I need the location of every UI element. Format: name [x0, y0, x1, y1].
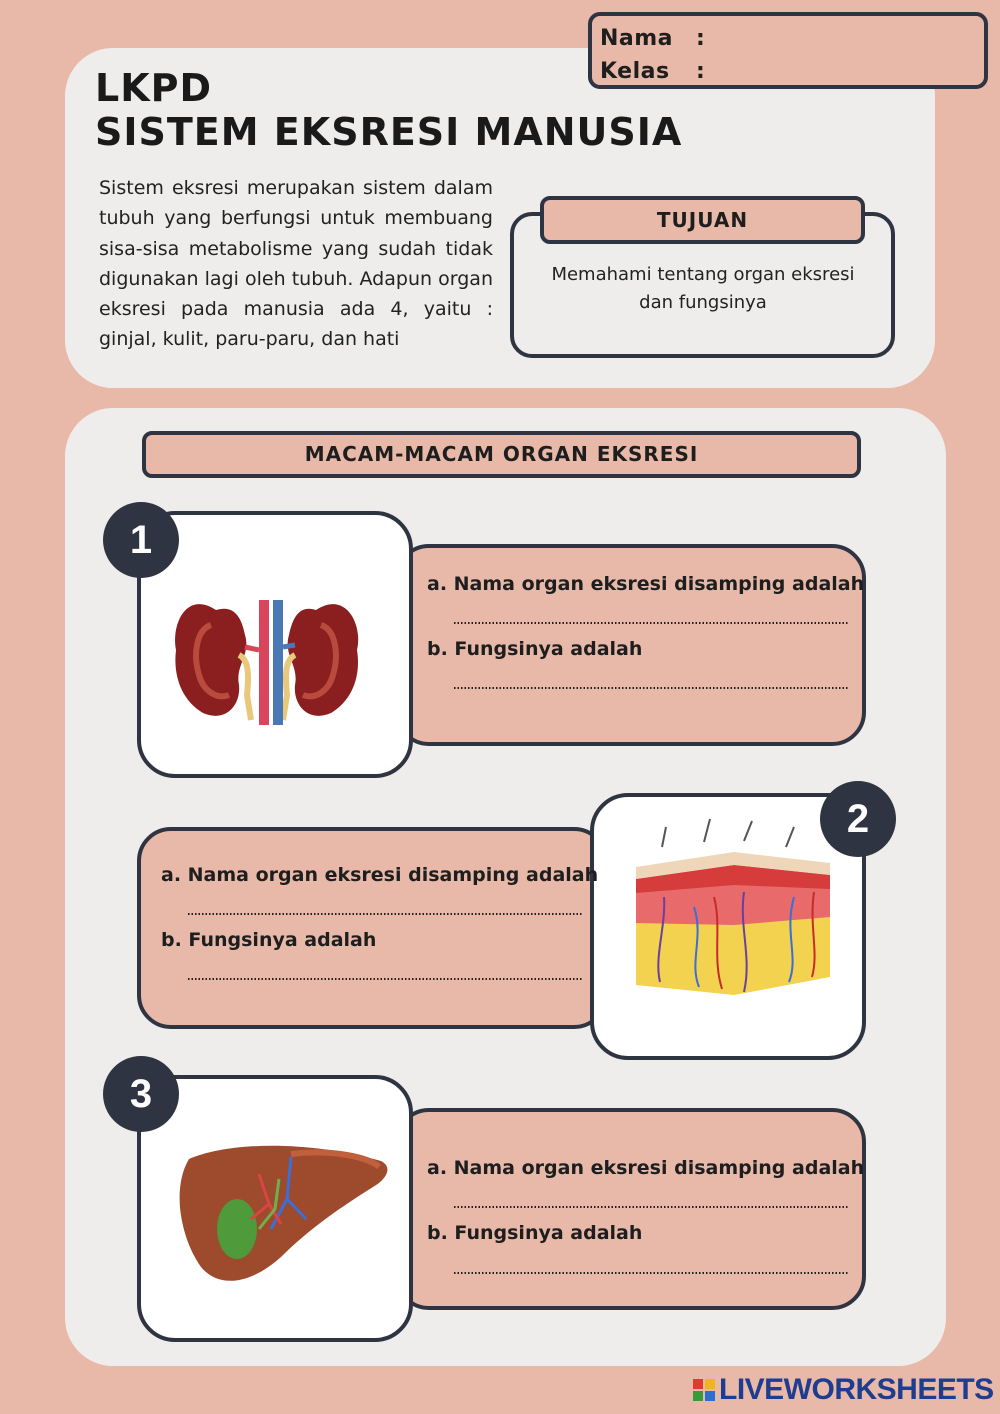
question-panel-3 — [395, 1108, 866, 1310]
organ-image-box-3 — [137, 1075, 413, 1342]
question-b-1: b. Fungsinya adalah — [427, 638, 643, 660]
kidney-icon — [141, 515, 409, 774]
question-a-1: a. Nama organ eksresi disamping adalah — [427, 573, 865, 595]
question-b-2: b. Fungsinya adalah — [161, 929, 377, 951]
title-line-1: LKPD — [95, 66, 213, 110]
question-a-2: a. Nama organ eksresi disamping adalah — [161, 864, 599, 886]
logo-square-l — [693, 1379, 703, 1389]
name-label: Nama — [600, 26, 674, 51]
answer-line-a-2[interactable] — [187, 913, 582, 915]
answer-line-a-1[interactable] — [453, 622, 848, 624]
goal-text: Memahami tentang organ eksresi dan fungsinya — [551, 264, 855, 313]
answer-line-b-3[interactable] — [453, 1272, 848, 1274]
goal-label: TUJUAN — [540, 196, 865, 244]
answer-line-b-2[interactable] — [187, 978, 582, 980]
worksheet-title — [95, 66, 682, 154]
brand-name: LIVEWORKSHEETS — [719, 1373, 994, 1406]
liver-icon — [141, 1079, 409, 1338]
logo-square-e — [705, 1391, 715, 1401]
item-number-badge-3: 3 — [103, 1056, 179, 1132]
question-b-3: b. Fungsinya adalah — [427, 1222, 643, 1244]
intro-paragraph: Sistem eksresi merupakan sistem dalam tubuh yang berfungsi untuk membuang sisa-sisa metabolisme yang sudah tidak digunakan lagi oleh tubuh. Adapun organ eksresi pada manusia ada 4, yaitu : ginjal, kulit, paru-paru, dan hati — [99, 177, 493, 351]
name-separator: : — [696, 26, 706, 51]
liveworksheets-logo[interactable] — [693, 1374, 994, 1406]
answer-line-a-3[interactable] — [453, 1206, 848, 1208]
logo-square-v — [693, 1391, 703, 1401]
section-title: MACAM-MACAM ORGAN EKSRESI — [142, 431, 861, 478]
class-label: Kelas — [600, 59, 670, 84]
question-panel-2 — [137, 827, 608, 1029]
title-line-2: SISTEM EKSRESI MANUSIA — [95, 110, 683, 154]
organ-image-box-1 — [137, 511, 413, 778]
question-a-3: a. Nama organ eksresi disamping adalah — [427, 1157, 865, 1179]
class-separator: : — [696, 59, 706, 84]
item-number-badge-2: 2 — [820, 781, 896, 857]
logo-mark-icon — [693, 1379, 715, 1401]
logo-square-i — [705, 1379, 715, 1389]
item-number-badge-1: 1 — [103, 502, 179, 578]
skin-icon — [594, 797, 862, 1056]
name-row[interactable] — [600, 22, 984, 55]
answer-line-b-1[interactable] — [453, 687, 848, 689]
